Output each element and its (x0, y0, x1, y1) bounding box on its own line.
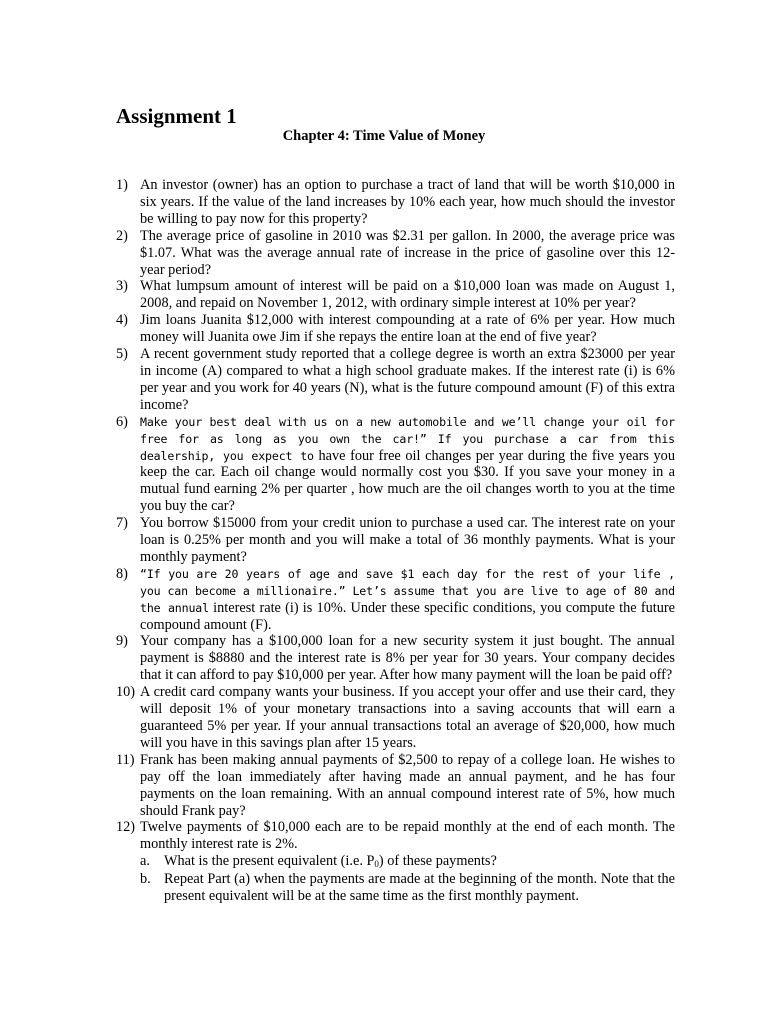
question-number: 4) (116, 312, 128, 329)
question-9 (116, 633, 675, 684)
question-text: Jim loans Juanita $12,000 with interest compounding at a rate of 6% per year. How much money will Juanita owe Jim if she repays the entire loan at the end of five year? (140, 312, 675, 346)
question-7 (116, 515, 675, 566)
sub-question-letter: b. (140, 871, 151, 888)
sub-question-text: What is the present equivalent (i.e. P (164, 853, 375, 870)
question-number: 11) (116, 751, 135, 768)
question-3 (116, 278, 675, 312)
question-text: What lumpsum amount of interest will be paid on a $10,000 loan was made on August 1, 2008, and repaid on November 1, 2012, with ordinary simple interest at 10% per year? (140, 278, 675, 312)
question-text: Twelve payments of $10,000 each are to be repaid monthly at the end of each month. The monthly interest rate is 2%. (140, 819, 675, 853)
question-text-quote: Make your best deal with us on a new automobile and we’ll change your oil for free for as long as you own the car!” If you purchase a car from this dealership, you expect to (140, 414, 675, 463)
question-text: Your company has a $100,000 loan for a new security system it just bought. The annual payment is $8880 and the interest rate is 8% per year for 30 years. Your company decides that it can afford to pay $10,000 per year. After how many payment will the loan be paid off? (140, 633, 675, 684)
question-number: 7) (116, 515, 128, 532)
question-text: The average price of gasoline in 2010 was $2.31 per gallon. In 2000, the average price was $1.07. What was the average annual rate of increase in the price of gasoline over this 12- year period? (140, 227, 675, 278)
question-number: 10) (116, 684, 136, 701)
question-12 (116, 819, 675, 905)
question-text: An investor (owner) has an option to purchase a tract of land that will be worth $10,000 in six years. If the value of the land increases by 10% each year, how much should the investor be willing to pay now for this property? (140, 177, 675, 227)
question-number: 9) (116, 633, 128, 650)
question-number: 2) (116, 227, 128, 244)
question-number: 1) (116, 177, 128, 193)
question-number: 5) (116, 346, 128, 363)
question-number: 12) (116, 819, 136, 836)
question-text: A credit card company wants your business. If you accept your offer and use their card, they will deposit 1% of your monetary transactions into a saving accounts that will earn a guaranteed 5% per year. If your annual transactions total an average of $20,000, how much will you have in this savings plan after 15 years. (140, 684, 675, 751)
question-5 (116, 346, 675, 414)
question-2 (116, 228, 675, 279)
question-1 (116, 177, 675, 228)
question-11 (116, 752, 675, 820)
question-text: Frank has been making annual payments of $2,500 to repay of a college loan. He wishes to pay off the loan immediately after having made an annual payment, and he has four payments on the loan remaining. With an annual compound interest rate of 5%, how much should Frank pay? (140, 751, 675, 819)
page-title: Assignment 1 (116, 104, 237, 128)
question-number: 8) (116, 565, 128, 582)
question-text: have four free oil changes per year during the five years you keep the car. Each oil change would normally cost you $30. If you save your money in a mutual fund earning 2% per quarter , how much are the oil changes worth to you at the time you buy the car? (140, 447, 675, 515)
subscript-zero: 0 (374, 859, 379, 870)
sub-question-letter: a. (140, 853, 150, 870)
sub-question-a (140, 853, 675, 871)
question-text: You borrow $15000 from your credit union to purchase a used car. The interest rate on your loan is 0.25% per month and you will make a total of 36 monthly payments. What is your monthly payment? (140, 515, 675, 565)
question-number: 3) (116, 278, 128, 295)
sub-question-text-end: ) of these payments? (378, 853, 497, 870)
sub-question-list (140, 853, 675, 905)
question-number: 6) (116, 413, 128, 430)
question-6 (116, 414, 675, 515)
question-text: interest rate (i) is 10%. Under these specific conditions, you compute the future compound amount (F). (140, 599, 675, 633)
sub-question-text: Repeat Part (a) when the payments are made at the beginning of the month. Note that the present equivalent will be at the same time as the first monthly payment. (164, 871, 675, 905)
question-list (116, 177, 675, 905)
question-text-quote: “If you are 20 years of age and save $1 each day for the rest of your life , you can become a millionaire.” Let’s assume that you are live to age of 80 and the annual (140, 566, 675, 615)
question-8 (116, 566, 675, 634)
sub-question-b (140, 871, 675, 905)
question-10 (116, 684, 675, 752)
chapter-subtitle: Chapter 4: Time Value of Money (282, 128, 486, 144)
question-4 (116, 312, 675, 346)
question-text: A recent government study reported that a college degree is worth an extra $23000 per year in income (A) compared to what a high school graduate makes. If the interest rate (i) is 6% per year and you work for 40 years (N), what is the future compound amount (F) of this extra income? (140, 346, 675, 413)
